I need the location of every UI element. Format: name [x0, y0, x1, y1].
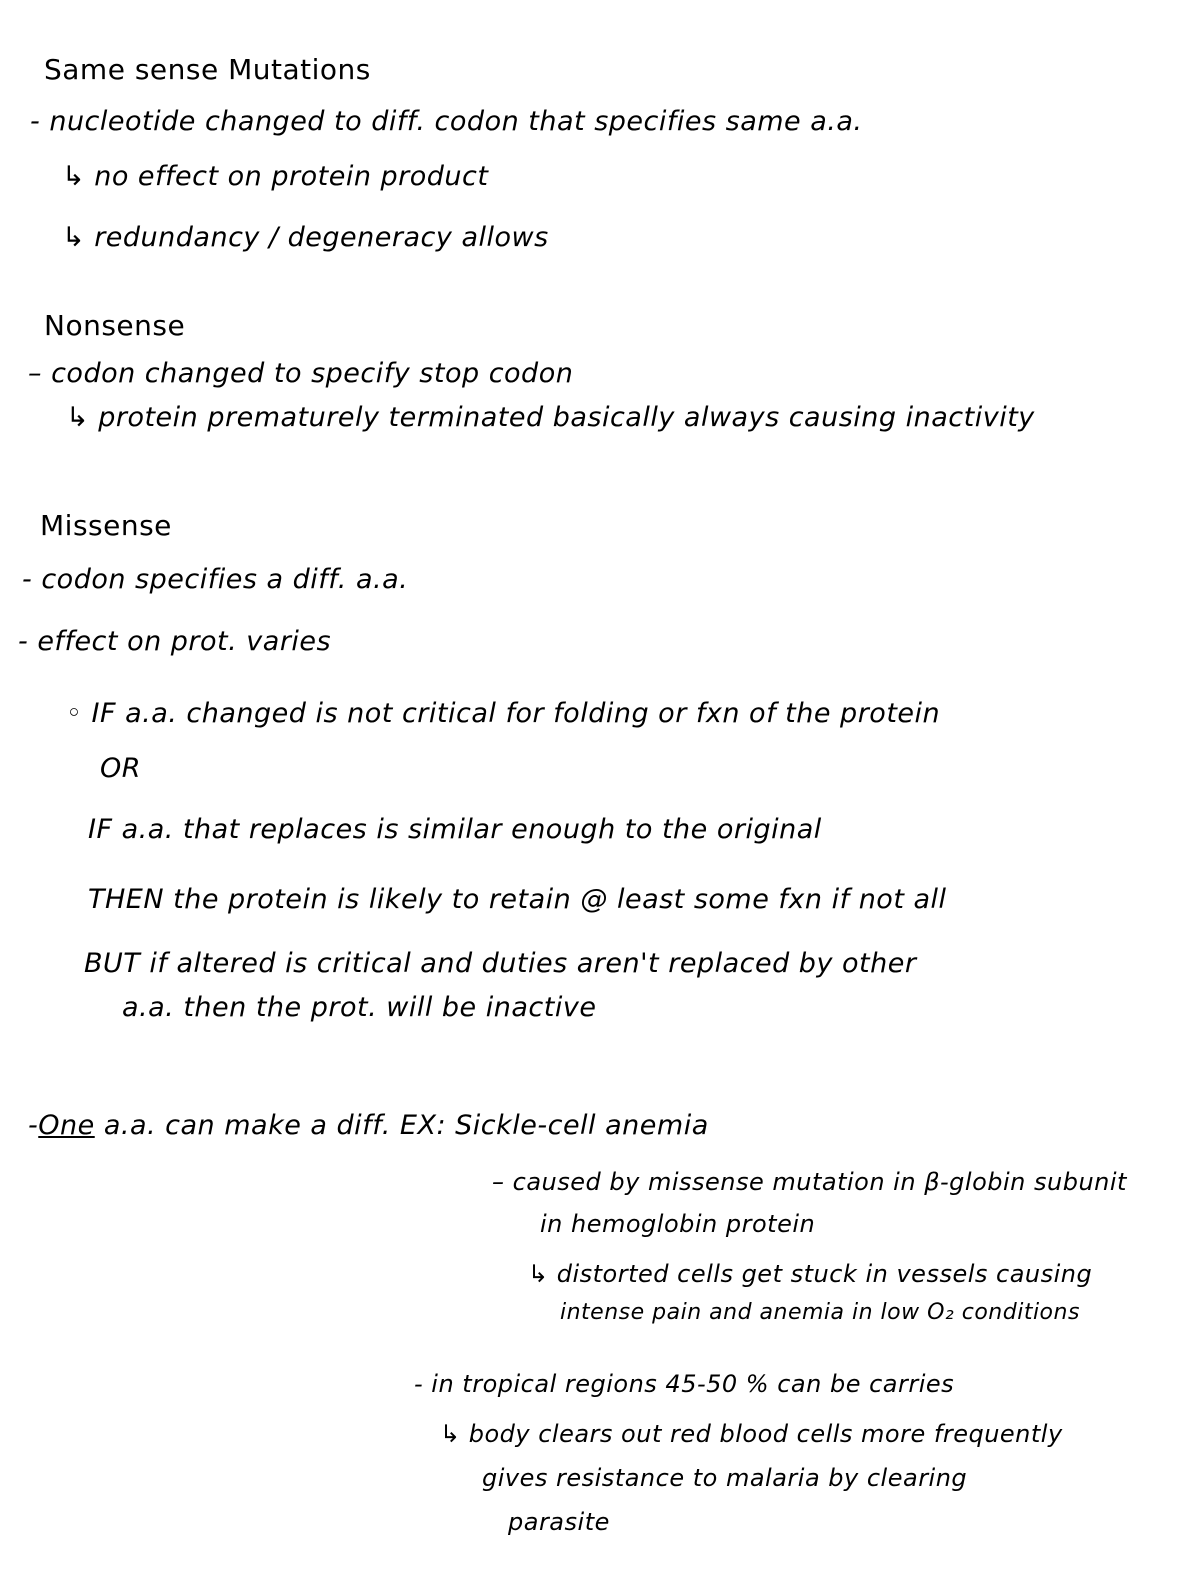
one-aa-rest: a.a. can make a diff. EX: Sickle-cell anemia	[94, 1110, 709, 1141]
tropical-line: - in tropical regions 45-50 % can be carries	[414, 1370, 955, 1398]
same-sense-line-1: - nucleotide changed to diff. codon that specifies same a.a.	[30, 106, 863, 137]
missense-or: OR	[100, 753, 142, 784]
same-sense-line-2: ↳ no effect on protein product	[62, 161, 489, 192]
missense-line-1: - codon specifies a diff. a.a.	[22, 564, 409, 595]
missense-line-2: - effect on prot. varies	[18, 626, 332, 657]
heading-nonsense: Nonsense	[44, 309, 186, 342]
body-line-1: ↳ body clears out red blood cells more frequently	[440, 1420, 1063, 1448]
one-aa-dash: -	[28, 1110, 39, 1141]
body-line-2: gives resistance to malaria by clearing	[482, 1464, 968, 1492]
body-line-3: parasite	[508, 1508, 610, 1536]
missense-but-2: a.a. then the prot. will be inactive	[122, 992, 597, 1023]
missense-bullet-1: ◦ IF a.a. changed is not critical for folding or fxn of the protein	[66, 698, 941, 729]
one-aa-underlined: One	[38, 1110, 95, 1141]
nonsense-line-2: ↳ protein prematurely terminated basically always causing inactivity	[66, 402, 1035, 433]
distorted-line-1: ↳ distorted cells get stuck in vessels causing	[528, 1260, 1093, 1288]
caused-line-1: – caused by missense mutation in β-globin subunit	[492, 1168, 1127, 1196]
missense-but-1: BUT if altered is critical and duties aren't replaced by other	[84, 948, 917, 979]
missense-then: THEN the protein is likely to retain @ least some fxn if not all	[88, 884, 947, 915]
nonsense-line-1: – codon changed to specify stop codon	[28, 358, 574, 389]
distorted-line-2: intense pain and anemia in low O₂ conditions	[560, 1300, 1080, 1325]
same-sense-line-3: ↳ redundancy / degeneracy allows	[62, 222, 549, 253]
heading-missense: Missense	[40, 509, 172, 542]
one-aa-line	[28, 1112, 709, 1139]
caused-line-2: in hemoglobin protein	[540, 1210, 816, 1238]
missense-if-2: IF a.a. that replaces is similar enough to the original	[88, 814, 822, 845]
heading-same-sense: Same sense Mutations	[44, 53, 371, 86]
